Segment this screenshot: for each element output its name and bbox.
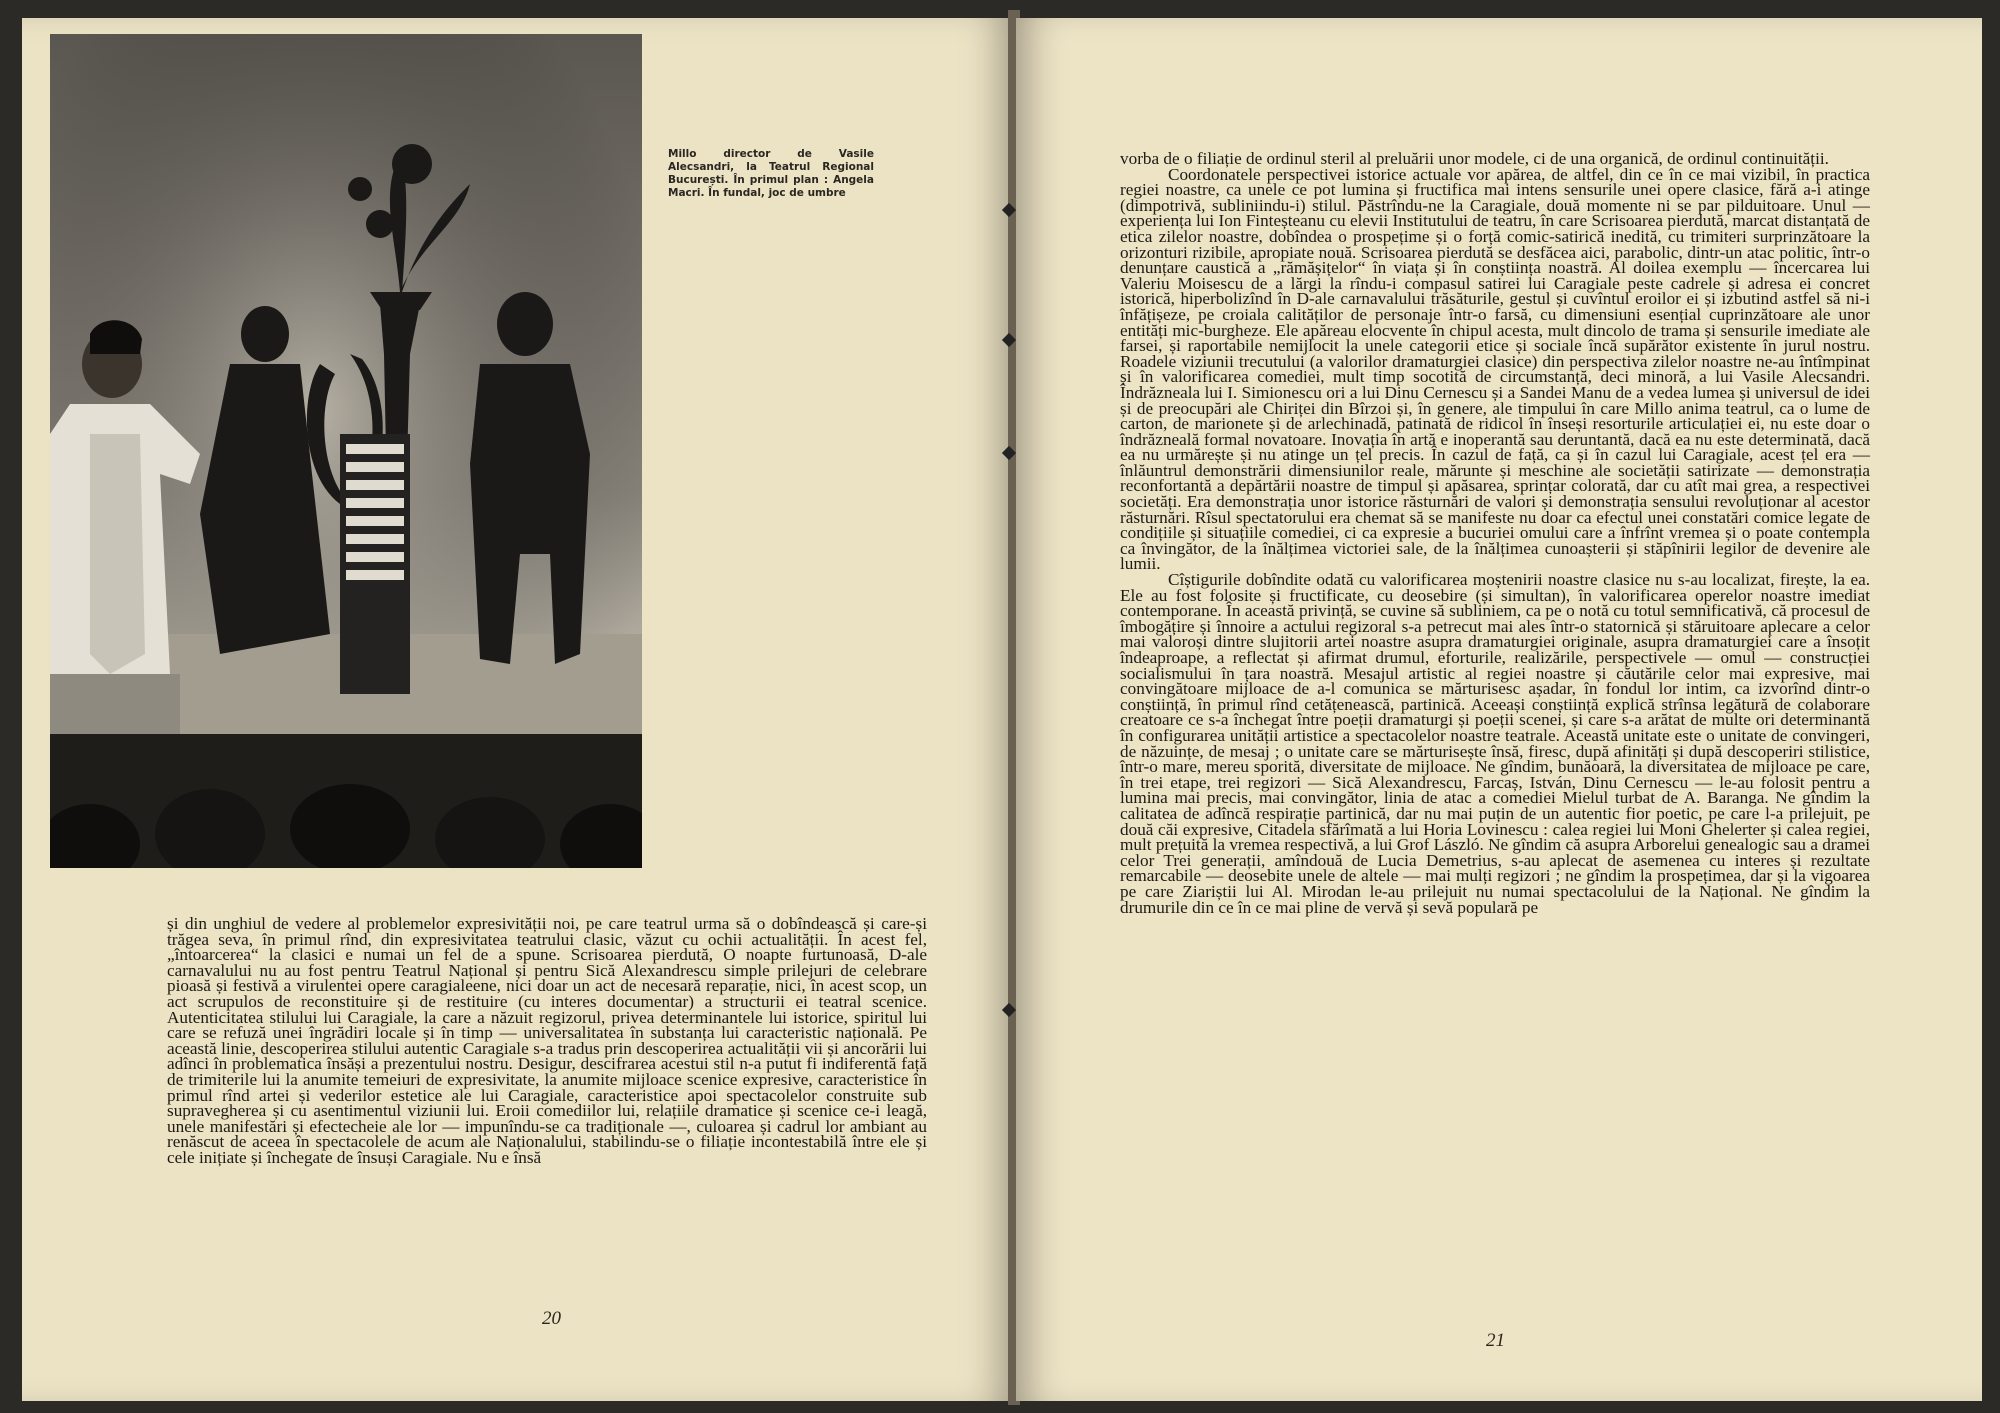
right-paragraph: Cîștigurile dobîndite odată cu valorificarea moștenirii noastre clasice nu s-au localizat, firește, la ea. Ele au fost folosite și fructificate, cu deosebire (și simultan), în valorificarea operelor noastre imediat contemporane. În această privință, se cuvine să subliniem, ca pe o notă cu totul semnificativă, că procesul de îmbogățire și înnoire a actului regizoral s-a petrecut mai ales într-o statornică și stăruitoare aplecare a celor mai valoroși dintre slujitorii artei noastre asupra dramaturgiei originale, asupra dramaturgiei care a însoțit îndeaproape, a reflectat și afirmat drumul, eforturile, realizările, perspectivele — omul — construcției socialismului în țara noastră. Mesajul artistic al regiei noastre și căutările celor mai expresive, mai convingătoare mijloace de a-l comunica se mărturisesc așadar, în fondul lor intim, ca izvorînd dintr-o conștiință, în primul rînd cetățenească, partinică. Aceeași conștiință explică strînsa legătură de colaborare creatoare ce s-a închegat între poeții dramaturgi și poeții scenei, și care s-a arătat de multe ori determinantă în configurarea unității artistice a spectacolelor noastre teatrale. Această unitate este o unitate de convingeri, de năzuințe, de mesaj ; o unitate care se mărturisește însă, firesc, după afinități și după descoperiri stilistice, într-o mare, mereu sporită, diversitate de mijloace. Ne gîndim, bunăoară, la diversitatea de mijloace pe care, în trei etape, trei regizori — Sică Alexandrescu, Farcaș, István, Dinu Cernescu — le-au folosit pentru a lumina mai precis, mai convingător, linia de atac a comediei Mielul turbat de A. Baranga. Ne gîndim la calitatea de adîncă respirație partinică, dar nu mai puțin de un autentic fior poetic, pe care l-a prilejuit, pe două căi expresive, Citadela sfărîmată a lui Horia Lovinescu : calea regiei lui Moni Ghelerter și calea regiei, mult prețuită la vremea respectivă, a lui Grof László. Ne gîndim că asupra Arborelui genealogic sau a dramei celor Trei generații, amîndouă de Lucia Demetrius, s-au aplecat de asemenea cu interes și rezultate remarcabile — deosebite unele de altele — mai mulți regizori ; ne gîndim la prospețimea, dar și la vigoarea pe care Ziariștii lui Al. Mirodan le-au prilejuit nu numai spectacolului de la Național. Ne gîndim la drumurile din ce în ce mai pline de vervă și sevă populară pe [1120,570,1870,917]
page-number-left: 20 [542,1308,561,1329]
left-paragraph: și din unghiul de vedere al problemelor expresivității noi, pe care teatrul urma să o dobîndească și care-și trăgea seva, în primul rînd, din expresivitatea teatrului clasic, văzut cu ochii actualității. În acest fel, „întoarcerea“ la clasici e numai un fel de a spune. Scrisoarea pierdută, O noapte furtunoasă, D-ale carnavalului nu au fost pentru Teatrul Național și pentru Sică Alexandrescu simple prilejuri de celebrare pioasă și festivă a virulentei opere caragialeene, nici doar un act de necesară reparație, nici, în acest scop, un act scrupulos de reconstituire și de restituire (cu interes documentar) a structurii ei teatral scenice. Autenticitatea stilului lui Caragiale, la care a năzuit regizorul, privea determinantele lui istorice, spiritul lui care se refuză unei îngrădiri locale și în timp — universalitatea în substanța lui caracteristic națională. Pe această linie, descoperirea stilului autentic Caragiale s-a tradus prin descoperirea actualității vii și ancorării lui adînci în problematica însăși a prezentului nostru. Desigur, descifrarea acestui stil n-a putut fi indiferentă față de trimiterile lui la anumite temeiuri de expresivitate, la anumite mijloace scenice expresive, caracteristice în primul rînd artei și vederilor estetice ale lui Caragiale, caracteristice apoi spectacolelor construite sub supravegherea și cu asentimentul viziunii lui. Eroii comediilor lui, relațiile dramatice și scenice ce-i leagă, unele manifestări și efectecheie ale lor — impunîndu-se ca tradiționale —, culoarea și cadrul lor ambiant au renăscut de aceea în spectacolele de acum ale Naționalului, stabilindu-se o filiație incontestabilă între ele și cele inițiate și închegate de însuși Caragiale. Nu e însă [167,914,927,1167]
left-page-body [167,916,927,1166]
right-page-body [1120,151,1870,915]
left-page [22,18,1012,1401]
right-paragraph: vorba de o filiație de ordinul steril al preluării unor modele, ci de una organică, de ordinul continuității. [1120,149,1829,168]
stage-photograph [50,34,642,868]
right-paragraph: Coordonatele perspectivei istorice actuale vor apărea, de altfel, din ce în ce mai vizibil, în practica regiei noastre, ca unele ce pot lumina și fructifica mai intens sensurile unei opere clasice, fără a-i atinge (dimpotrivă, subliniindu-i) stilul. Păstrîndu-ne la Caragiale, două momente ni se par pilduitoare. Unul — experiența lui Ion Finteșteanu cu elevii Institutului de teatru, în care Scrisoarea pierdută, marcat distanțată de etica zilelor noastre, dobîndea o prospețime și o forță comic-satirică inedită, cu trimiteri surprinzătoare la orizonturi rizibile, apropiate nouă. Scrisoarea pierdută se desfăcea aici, parabolic, dintr-un atac politic, într-o denunțare caustică a „rămășițelor“ în viața și în conștiința noastră. Al doilea exemplu — încercarea lui Valeriu Moisescu de a lărgi la rîndu-i compasul satirei lui Caragiale peste cadrele și adresa ei concret istorică, hiperbolizînd în D-ale carnavalului trăsăturile, gestul și cuvîntul eroilor ei și izbutind astfel să ni-i înfățișeze, pe croiala calităților de personaje într-o farsă, cu dimensiuni esențial cuprinzătoare ale unor entități mic-burgheze. Ele apăreau elocvente în chipul acesta, mult dincolo de trama și sensurile imediate ale farsei, și raportabile nemijlocit la unele categorii etice și sociale încă supărător existente în jurul nostru. Roadele viziunii trecutului (a valorilor dramaturgiei clasice) din perspectiva zilelor noastre ne-au întîmpinat și în valorificarea comediei, mult timp socotită de circumstanță, deci minoră, a lui Vasile Alecsandri. Îndrăzneala lui I. Simionescu ori a lui Dinu Cernescu și a Sandei Manu de a vedea lumea și universul de idei și de preocupări ale Chiriței din Bîrzoi și, în genere, ale timpului în care Millo anima teatrul, ca o lume de carton, de marionete și de arlechinadă, patinată de ridicol în înseși resorturile articulației ei, nu este doar o îndrăzneală formal novatoare. Inovația în artă e inoperantă sau deruntantă, dacă ea nu este determinată, dacă ea nu urmărește și nu atinge un țel precis. În cazul de față, ca și în cazul lui Caragiale, acest țel era — înlăuntrul demonstrării dimensiunilor reale, mărunte și meschine ale societății satirizate — demonstrația reconfortantă a depărtării noastre de timpul și apăsarea, sprințar colorată, dar cu atît mai grea, a respectivei societăți. Era demonstrația unor istorice răsturnări de valori și demonstrația sensului revoluționar al acestor răsturnări. Rîsul spectatorului era chemat să se manifeste nu doar ca efectul unei constatări comice legate de condițiile și situațiile comediei, ci ca expresie a bucuriei omului care a înfrînt vremea și o poate contempla ca învingător, de la înălțimea victoriei sale, de la înălțimea cunoașterii și stăpînirii legilor de devenire ale lumii. [1120,164,1870,574]
right-page [1016,18,1982,1401]
stage-photo-illustration [50,34,642,868]
piano-keys [340,434,410,694]
page-number-right: 21 [1486,1330,1505,1351]
photo-caption: Millo director de Vasile Alecsandri, la Teatrul Regional București. În primul plan : Angela Macri. În fundal, joc de umbre [668,148,874,199]
